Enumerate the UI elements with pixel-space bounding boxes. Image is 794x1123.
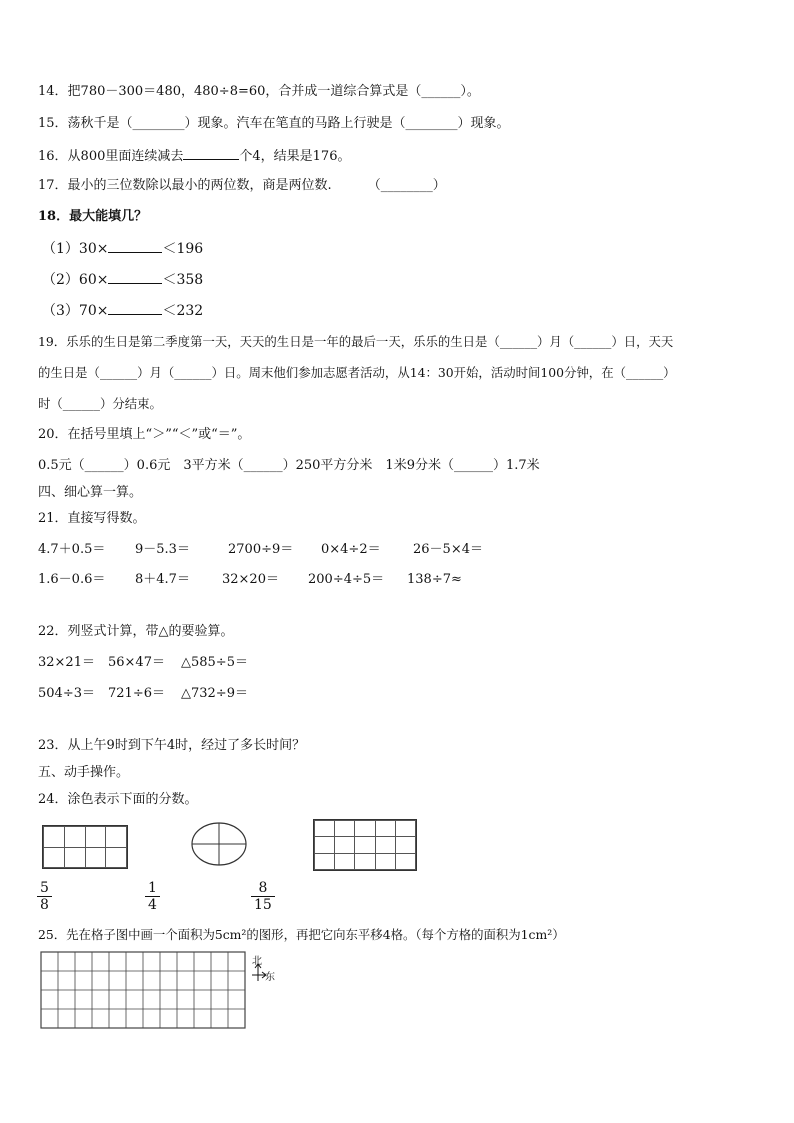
answer-blank[interactable] [183,147,239,160]
question-20 [38,427,250,443]
answer-blank[interactable] [108,271,162,284]
answer-blank[interactable] [108,240,162,253]
item-rest: ＜358 [162,272,204,288]
calc-item: 9－5.3＝ [135,542,190,557]
question-text: 涂色表示下面的分数。 [67,792,198,807]
question-number: 20． [38,427,68,442]
question-number: 23． [38,738,68,753]
q18-item-1 [42,240,203,257]
question-17 [38,178,446,194]
question-number: 25． [38,927,67,942]
calc-item: △585÷5＝ [181,655,248,670]
question-number: 22． [38,624,68,639]
calc-item: 504÷3＝ [38,686,95,701]
calc-item: 200÷4÷5＝ [308,572,385,587]
question-18 [38,209,147,225]
question-text: 直接写得数。 [67,511,146,526]
q18-item-2 [42,271,203,288]
shading-grid-fifteenths[interactable] [313,819,417,871]
item-label: （3）70× [42,303,109,319]
answer-parens[interactable]: （________） [367,178,446,193]
question-text: 从上午9时到下午4时，经过了多长时间？ [67,738,306,753]
q22-row-2 [38,686,248,702]
question-number: 24． [38,792,68,807]
denominator: 8 [40,897,49,913]
q18-item-3 [42,302,203,319]
question-number: 16． [38,149,68,164]
numerator: 5 [37,880,52,897]
denominator: 15 [254,897,272,913]
calc-item: △732÷9＝ [181,686,248,701]
calc-item: 8＋4.7＝ [135,572,190,587]
north-label: 北 [252,956,262,967]
calc-item: 2700÷9＝ [228,542,294,557]
question-line-1: 乐乐的生日是第二季度第一天，天天的生日是一年的最后一天，乐乐的生日是（______）月（______）日，天天 [66,334,674,349]
question-text-a: 从800里面连续减去 [67,149,184,164]
item-rest: ＜196 [162,241,204,257]
question-text: 列竖式计算，带△的要验算。 [67,624,234,639]
question-number: 18． [38,209,70,224]
question-14 [38,84,480,100]
question-number: 14． [38,84,68,99]
q22-row-1 [38,655,248,671]
item-rest: ＜232 [162,303,204,319]
compass [250,953,280,985]
question-text: 在括号里填上“＞”“＜”或“＝”。 [67,427,251,442]
question-23 [38,738,305,754]
question-text: 荡秋千是（________）现象。汽车在笔直的马路上行驶是（________）现象。 [67,116,510,131]
question-24 [38,792,198,808]
question-25 [38,927,565,943]
calc-item: 4.7＋0.5＝ [38,542,106,557]
fraction-1-4 [145,880,160,913]
question-text: 先在格子图中画一个面积为5cm²的图形，再把它向东平移4格。（每个方格的面积为1cm²） [66,927,565,942]
fraction-8-15 [251,880,275,913]
answer-blank[interactable] [108,302,162,315]
question-text-b: 个4，结果是176。 [239,149,351,164]
calc-item: 26－5×4＝ [413,542,483,557]
drawing-grid[interactable] [40,951,250,1031]
calc-item: 32×20＝ [222,572,279,587]
calc-item: 138÷7≈ [407,572,462,587]
question-number: 15． [38,116,68,131]
calc-item: 1.6－0.6＝ [38,572,106,587]
question-20-compare-line: 0.5元（______）0.6元 3平方米（______）250平方分米 1米9分米（______）1.7米 [38,458,540,473]
calc-item: 0×4÷2＝ [321,542,381,557]
question-19 [38,334,673,350]
item-label: （1）30× [42,241,109,257]
section-4-heading: 四、细心算一算。 [38,485,143,500]
q21-row-1 [38,542,483,558]
question-title: 最大能填几？ [69,209,148,224]
calc-item: 721÷6＝ [108,686,165,701]
q21-row-2 [38,572,462,588]
question-19-line-3: 时（______）分结束。 [38,396,162,411]
question-number: 17． [38,178,68,193]
question-19-line-2: 的生日是（______）月（______）日。周末他们参加志愿者活动，从14：30开始，活动时间100分钟，在（______） [38,365,676,380]
numerator: 8 [251,880,275,897]
question-15 [38,116,510,132]
fraction-5-8 [37,880,52,913]
item-label: （2）60× [42,272,109,288]
section-5-heading: 五、动手操作。 [38,765,130,780]
question-16 [38,147,350,165]
numerator: 1 [145,880,160,897]
east-label: 东 [265,972,275,983]
denominator: 4 [148,897,157,913]
calc-item: 56×47＝ [108,655,165,670]
question-22 [38,624,234,640]
shading-grid-eighths[interactable] [42,825,128,869]
calc-item: 32×21＝ [38,655,95,670]
question-21 [38,511,146,527]
question-number: 19． [38,334,67,349]
question-text: 最小的三位数除以最小的两位数，商是两位数. [67,178,332,193]
question-text: 把780－300＝480，480÷8=60，合并成一道综合算式是（______）。 [67,84,480,99]
shading-circle-quarters[interactable] [190,821,248,867]
question-number: 21． [38,511,68,526]
